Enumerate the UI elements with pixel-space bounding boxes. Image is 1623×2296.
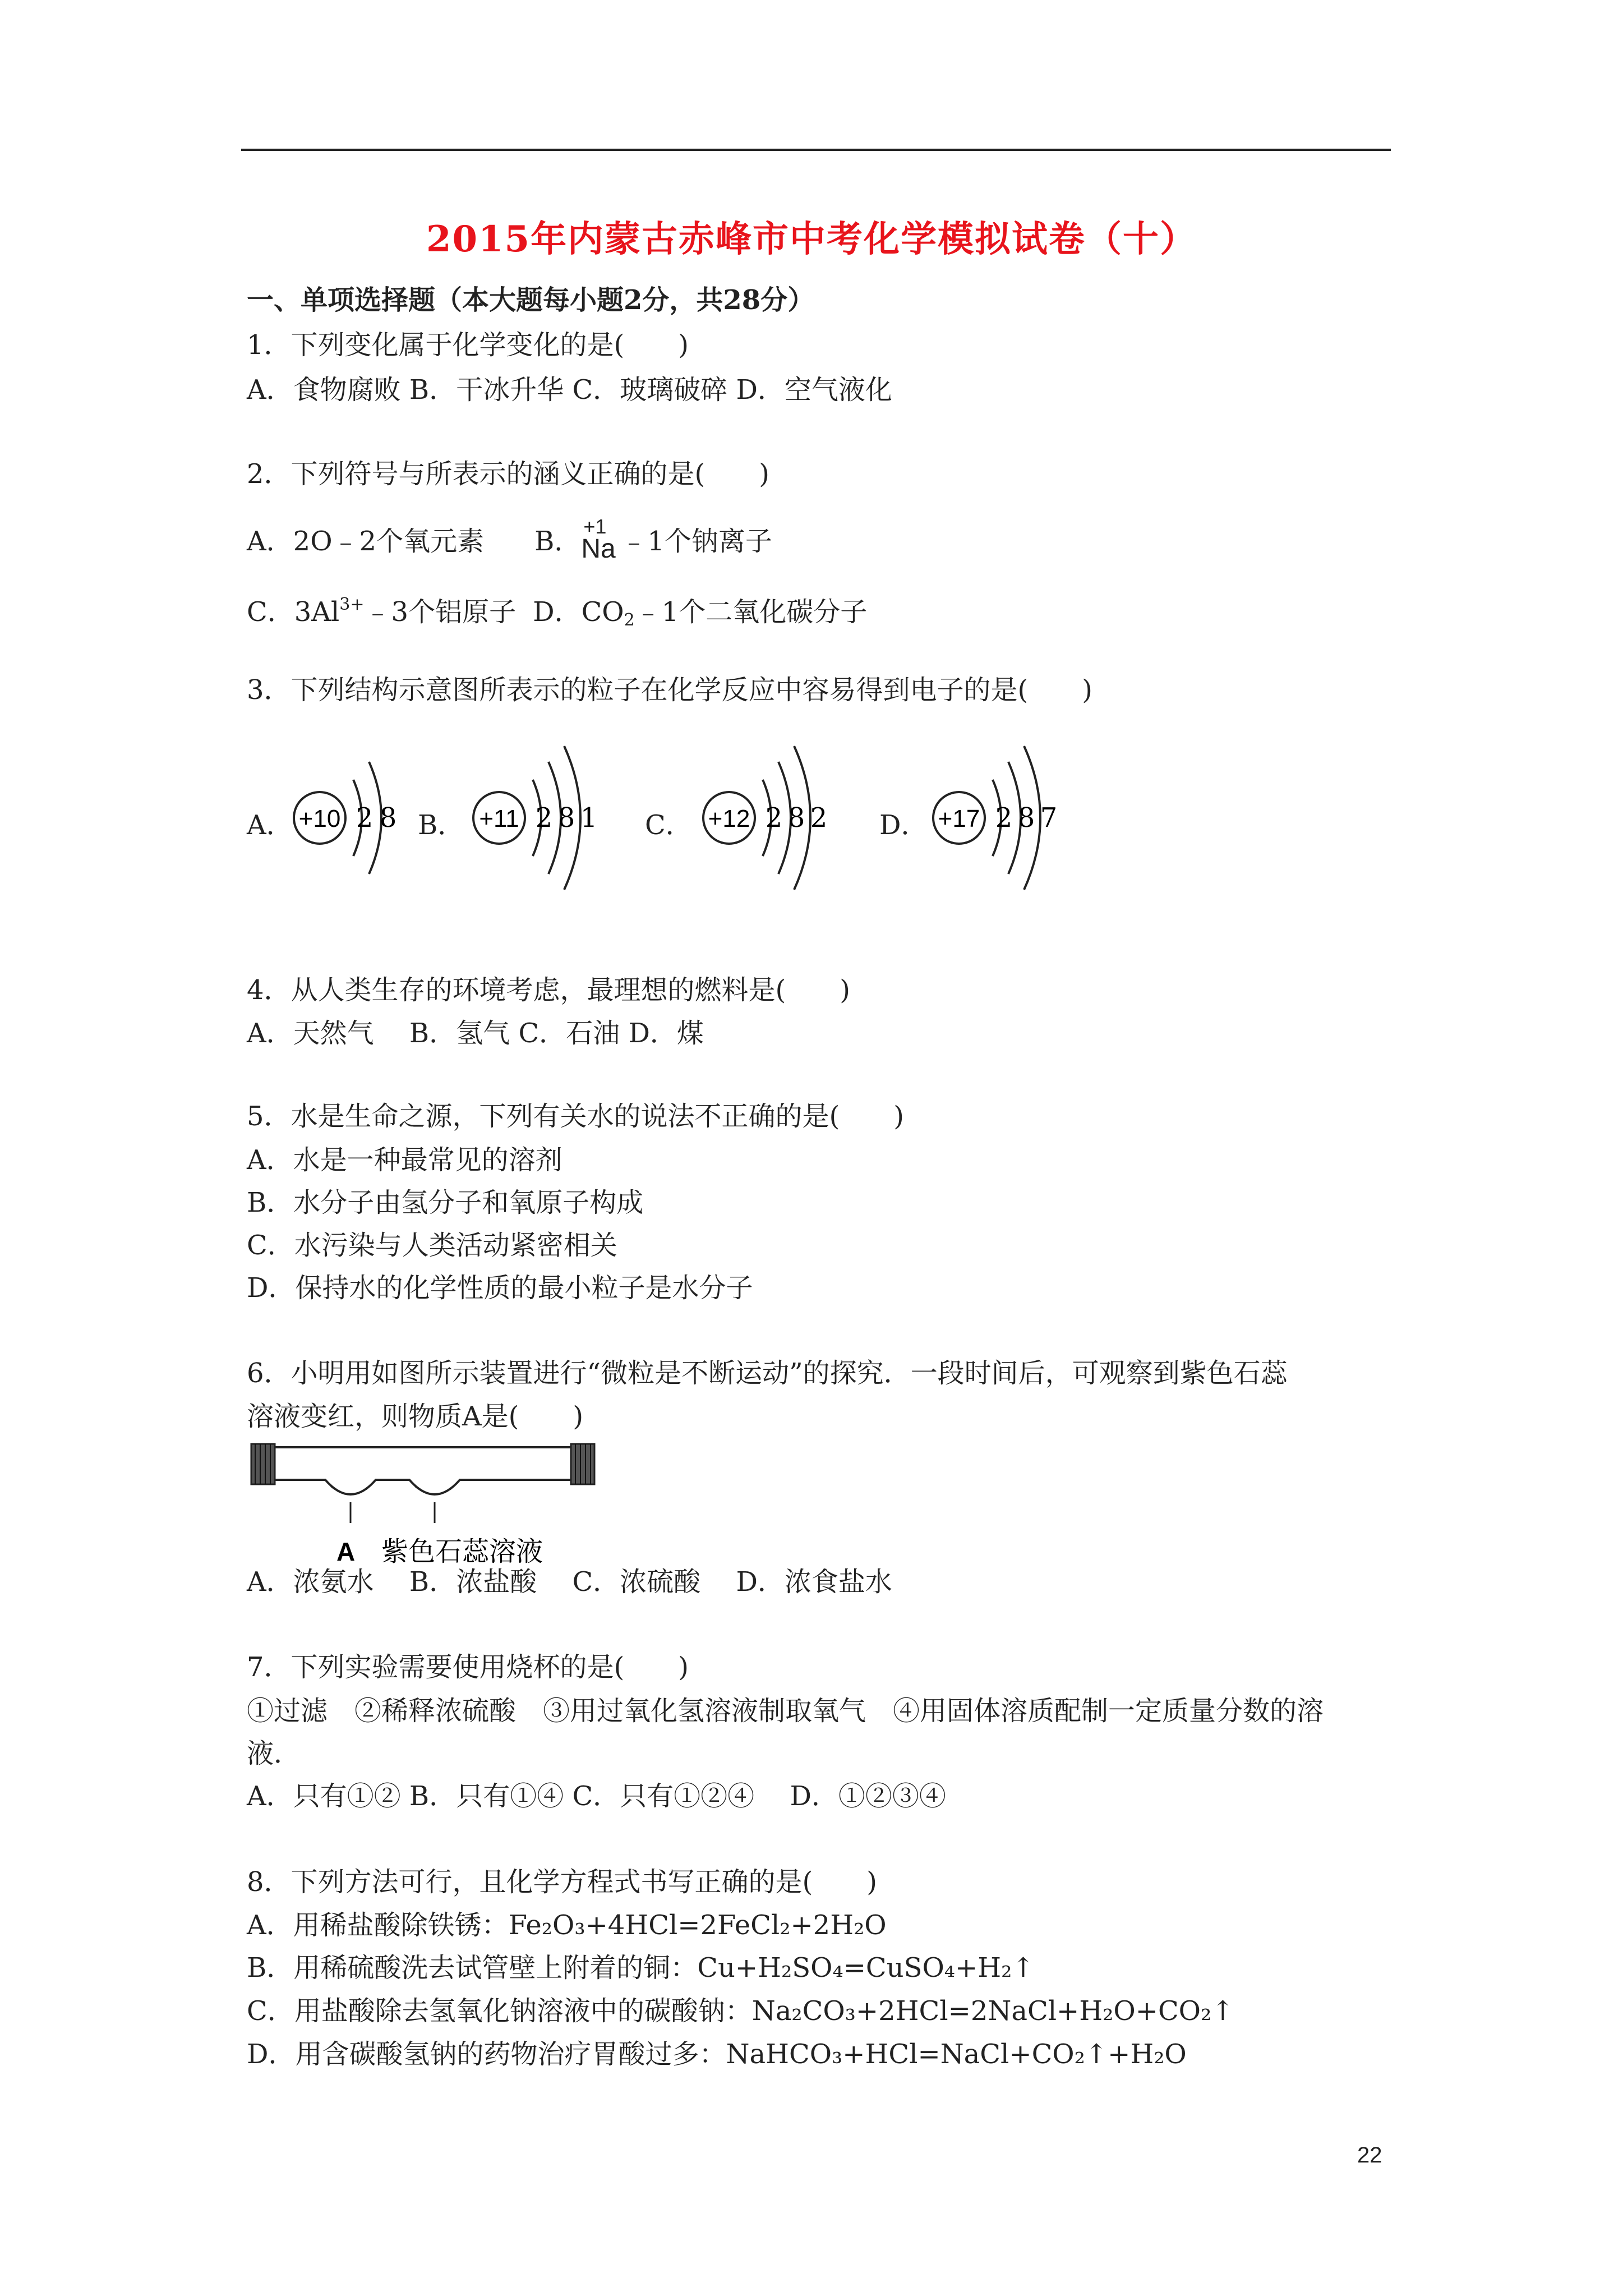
header-rule [241, 149, 1391, 151]
q6-stem-line1: 6．小明用如图所示装置进行“微粒是不断运动”的探究．一段时间后，可观察到紫色石蕊 [247, 1358, 1288, 1389]
q6-stem-line2: 溶液变红，则物质A是( ) [247, 1401, 584, 1432]
q8-option-c: C．用盐酸除去氢氧化钠溶液中的碳酸钠：Na₂CO₃+2HCl=2NaCl+H₂O+CO₂↑ [247, 1995, 1234, 2027]
svg-text:+12: +12 [708, 805, 750, 832]
svg-text:+11: +11 [479, 805, 519, 832]
svg-text:8: 8 [1017, 802, 1035, 834]
svg-text:2: 2 [810, 802, 828, 834]
na-ion-symbol: +1 Na [581, 515, 616, 564]
svg-text:7: 7 [1040, 802, 1058, 834]
q3-option-d-label: D． [879, 809, 928, 841]
svg-text:8: 8 [557, 802, 575, 834]
atom-diagram-c [690, 724, 847, 892]
svg-text:1: 1 [580, 802, 598, 834]
q7-items-line1: ①过滤 ②稀释浓硫酸 ③用过氧化氢溶液制取氧气 ④用固体溶质配制一定质量分数的溶 [247, 1695, 1324, 1727]
q2-stem: 2．下列符号与所表示的涵义正确的是( ) [247, 458, 769, 490]
q6-options: A．浓氨水 B．浓盐酸 C．浓硫酸 D．浓食盐水 [247, 1566, 892, 1598]
svg-text:2: 2 [535, 802, 553, 834]
q5-option-b: B．水分子由氢分子和氧原子构成 [247, 1187, 644, 1218]
q5-stem: 5．水是生命之源，下列有关水的说法不正确的是( ) [247, 1101, 904, 1132]
svg-text:8: 8 [379, 802, 397, 834]
q1-stem: 1．下列变化属于化学变化的是( ) [247, 329, 689, 361]
q2-options-cd: C．$3Al^{3+}﹣3$个铝原子 D．$CO_2﹣1$个二氧化碳分子 [247, 595, 868, 630]
q3-option-a-label: A． [247, 809, 293, 841]
svg-text:2: 2 [765, 802, 783, 834]
svg-text:+10: +10 [298, 805, 341, 832]
q4-options: A．天然气 B．氢气 C．石油 D．煤 [247, 1018, 704, 1049]
fig-label-litmus: 紫色石蕊溶液 [381, 1536, 543, 1567]
fig-label-a: A [336, 1537, 356, 1566]
q3-stem: 3．下列结构示意图所表示的粒子在化学反应中容易得到电子的是( ) [247, 674, 1092, 706]
q2-option-a: A．2O﹣2个氧元素 [247, 526, 485, 557]
q5-option-a: A．水是一种最常见的溶剂 [247, 1144, 562, 1176]
svg-text:2: 2 [356, 802, 374, 834]
q3-option-c-label: C． [645, 809, 693, 841]
q8-option-a: A．用稀盐酸除铁锈：Fe₂O₃+4HCl=2FeCl₂+2H₂O [247, 1910, 887, 1941]
section-heading: 一、单项选择题（本大题每小题2分，共28分） [247, 284, 815, 316]
q8-option-b: B．用稀硫酸洗去试管壁上附着的铜：Cu+H₂SO₄=CuSO₄+H₂↑ [247, 1952, 1035, 1984]
q6-apparatus-figure [247, 1436, 611, 1576]
q5-option-d: D．保持水的化学性质的最小粒子是水分子 [247, 1272, 753, 1304]
q7-stem: 7．下列实验需要使用烧杯的是( ) [247, 1651, 689, 1683]
q2-option-b-text: ﹣1个钠离子 [620, 526, 772, 557]
q7-options: A．只有①② B．只有①④ C．只有①②④ D．①②③④ [247, 1780, 946, 1812]
q7-items-line2: 液． [247, 1738, 301, 1769]
q3-option-b-label: B． [418, 809, 465, 841]
svg-text:8: 8 [787, 802, 805, 834]
q5-option-c: C．水污染与人类活动紧密相关 [247, 1230, 617, 1261]
atom-diagram-a [286, 724, 426, 892]
q2-option-b-label: B． [534, 526, 582, 557]
svg-text:2: 2 [995, 802, 1013, 834]
page-number: 22 [1357, 2143, 1382, 2168]
q2-options-ab [247, 515, 772, 564]
q8-option-d: D．用含碳酸氢钠的药物治疗胃酸过多：NaHCO₃+HCl=NaCl+CO₂↑+H₂O [247, 2039, 1187, 2070]
page-title: 2015年内蒙古赤峰市中考化学模拟试卷（十） [426, 218, 1197, 260]
q4-stem: 4．从人类生存的环境考虑，最理想的燃料是( ) [247, 974, 850, 1006]
q1-options: A．食物腐败 B．干冰升华 C．玻璃破碎 D．空气液化 [247, 374, 892, 406]
atom-diagram-b [460, 724, 617, 892]
svg-text:+17: +17 [938, 805, 980, 832]
q8-stem: 8．下列方法可行，且化学方程式书写正确的是( ) [247, 1866, 877, 1898]
atom-diagram-d [920, 724, 1077, 892]
